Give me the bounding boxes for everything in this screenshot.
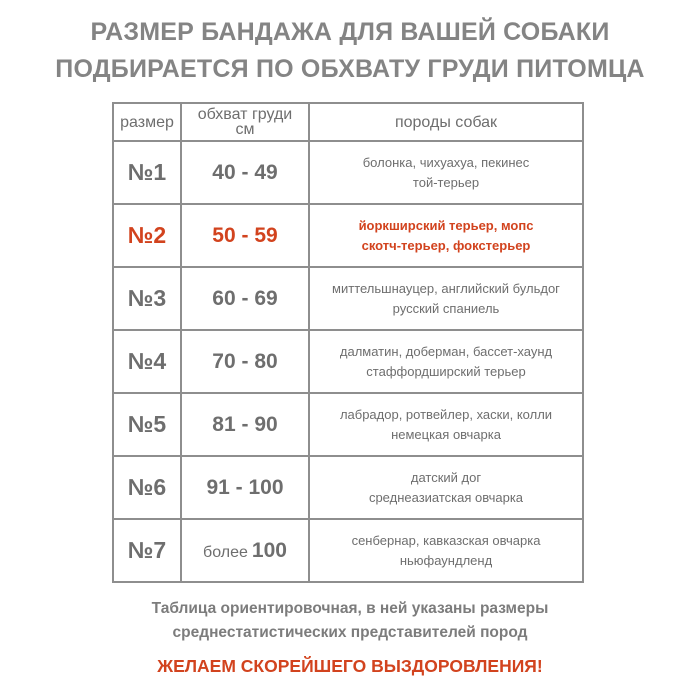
breeds-line-1: лабрадор, ротвейлер, хаски, колли [339,406,553,422]
size-cell: №6 [113,456,181,519]
size-cell: №1 [113,141,181,204]
breeds-line-2: среднеазиатская овчарка [368,489,524,505]
header-chest-line-2: см [235,121,255,138]
breeds-line-2: скотч-терьер, фокстерьер [361,237,531,253]
chest-cell: 50 - 59 [181,204,309,267]
chest-prefix: более [203,543,248,561]
header-size: размер [113,103,181,141]
breeds-line-2: русский спаниель [392,300,500,316]
breeds-cell [309,456,583,519]
size-cell: №2 [113,204,181,267]
breeds-line-2: стаффордширский терьер [366,363,526,379]
breeds-line-2: той-терьер [412,174,480,190]
chest-cell [181,519,309,582]
breeds-line-1: болонка, чихуахуа, пекинес [362,154,530,170]
breeds-line-2: ньюфаундленд [399,552,493,568]
get-well-message: ЖЕЛАЕМ СКОРЕЙШЕГО ВЫЗДОРОВЛЕНИЯ! [157,656,543,676]
chest-cell: 81 - 90 [181,393,309,456]
header-chest-line-1: обхват груди [197,106,293,123]
page-title-line-1: РАЗМЕР БАНДАЖА ДЛЯ ВАШЕЙ СОБАКИ [90,18,610,46]
breeds-line-1: далматин, доберман, бассет-хаунд [339,343,553,359]
breeds-line-2: немецкая овчарка [391,426,501,442]
table-row [113,456,583,519]
header-breeds: породы собак [309,103,583,141]
table-row [113,267,583,330]
table-row [113,393,583,456]
breeds-line-1: сенбернар, кавказская овчарка [351,532,541,548]
header-chest [181,103,309,141]
breeds-line-1: датский дог [410,469,482,485]
breeds-cell [309,519,583,582]
breeds-cell [309,267,583,330]
size-table [112,102,584,583]
footnote-line-2: среднестатистических представителей пород [172,624,528,641]
table-row [113,141,583,204]
breeds-cell [309,393,583,456]
chest-cell: 60 - 69 [181,267,309,330]
table-header-row [113,103,583,141]
table-row [113,330,583,393]
footnote-line-1: Таблица ориентировочная, в ней указаны размеры [151,600,549,617]
chest-cell: 91 - 100 [181,456,309,519]
size-cell: №5 [113,393,181,456]
chest-cell: 40 - 49 [181,141,309,204]
page-title-line-2: ПОДБИРАЕТСЯ ПО ОБХВАТУ ГРУДИ ПИТОМЦА [55,55,645,83]
size-cell: №3 [113,267,181,330]
breeds-cell [309,330,583,393]
table-row [113,519,583,582]
size-cell: №4 [113,330,181,393]
chest-cell: 70 - 80 [181,330,309,393]
size-cell: №7 [113,519,181,582]
breeds-line-1: йоркширский терьер, мопс [358,217,534,233]
chest-value: 100 [251,538,287,562]
breeds-line-1: миттельшнауцер, английский бульдог [332,280,560,296]
breeds-cell [309,204,583,267]
table-row-highlighted [113,204,583,267]
breeds-cell [309,141,583,204]
